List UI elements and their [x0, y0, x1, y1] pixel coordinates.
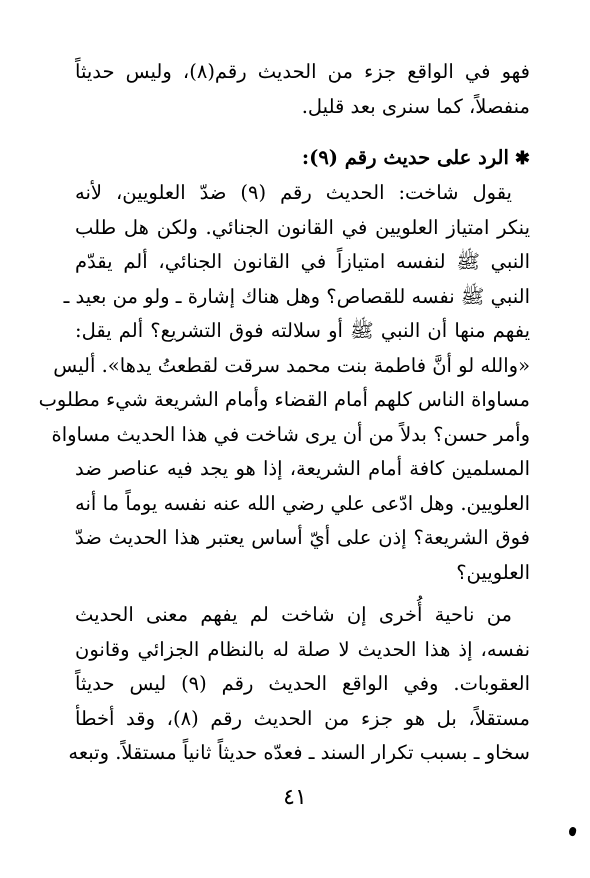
paragraph-response [38, 176, 530, 590]
text-line: سخاو ـ بسبب تكرار السند ـ فعدّه حديثاً ثانياً مستقلاً. وتبعه [68, 741, 530, 764]
section-heading [75, 141, 530, 176]
text-line: مساواة الناس كلهم أمام القضاء وأمام الشريعة شيء مطلوب [38, 388, 530, 411]
text-line: ينكر امتياز العلويين في القانون الجنائي. ولكن هل طلب [75, 215, 530, 239]
paragraph-other-aspect [68, 598, 530, 771]
text-line: فوق الشريعة؟ إذن على أيّ أساس يعتبر هذا الحديث ضدّ [75, 526, 530, 549]
text-line: من ناحية أُخرى إن شاخت لم يفهم معنى الحديث [75, 603, 512, 626]
text-line: مستقلاً، بل هو جزء من الحديث رقم (٨)، وقد أخطأ [75, 706, 530, 730]
page-number: ٤١ [283, 785, 307, 810]
text-line: النبي ﷺ نفسه للقصاص؟ وهل هناك إشارة ـ ولو من بعيد ـ [63, 284, 530, 308]
text-line: العلويين. وهل ادّعى علي رضي الله عنه نفسه يوماً ما أنه [75, 491, 530, 515]
ink-dot-icon [568, 826, 578, 837]
heading-text: الرد على حديث رقم (٩): [301, 146, 509, 169]
asterisk-bullet-icon: ✱ [514, 148, 530, 169]
text-line: «والله لو أنَّ فاطمة بنت محمد سرقت لقطعتُ يدها». أليس [53, 353, 530, 377]
text-line: النبي ﷺ لنفسه امتيازاً في القانون الجنائي، ألم يقدّم [75, 250, 530, 273]
paragraph-continuation [75, 55, 530, 124]
text-line: فهو في الواقع جزء من الحديث رقم(٨)، وليس حديثاً [75, 60, 530, 83]
text-line: يقول شاخت: الحديث رقم (٩) ضدّ العلويين، لأنه [75, 181, 512, 204]
text-line: العقوبات. وفي الواقع الحديث رقم (٩) ليس حديثاً [75, 672, 530, 695]
text-line: العلويين؟ [456, 560, 530, 584]
heading-line [75, 141, 530, 176]
text-line: يفهم منها أن النبي ﷺ أو سلالته فوق التشريع؟ ألم يقل: [75, 319, 530, 342]
text-line: منفصلاً، كما سنرى بعد قليل. [301, 94, 530, 118]
text-line: وأمر حسن؟ بدلاً من أن يرى شاخت في هذا الحديث مساواة [51, 422, 530, 446]
text-line: المسلمين كافة أمام الشريعة، إذا هو يجد فيه عناصر ضد [75, 457, 530, 480]
text-line: نفسه، إذ هذا الحديث لا صلة له بالنظام الجزائي وقانون [75, 637, 530, 661]
